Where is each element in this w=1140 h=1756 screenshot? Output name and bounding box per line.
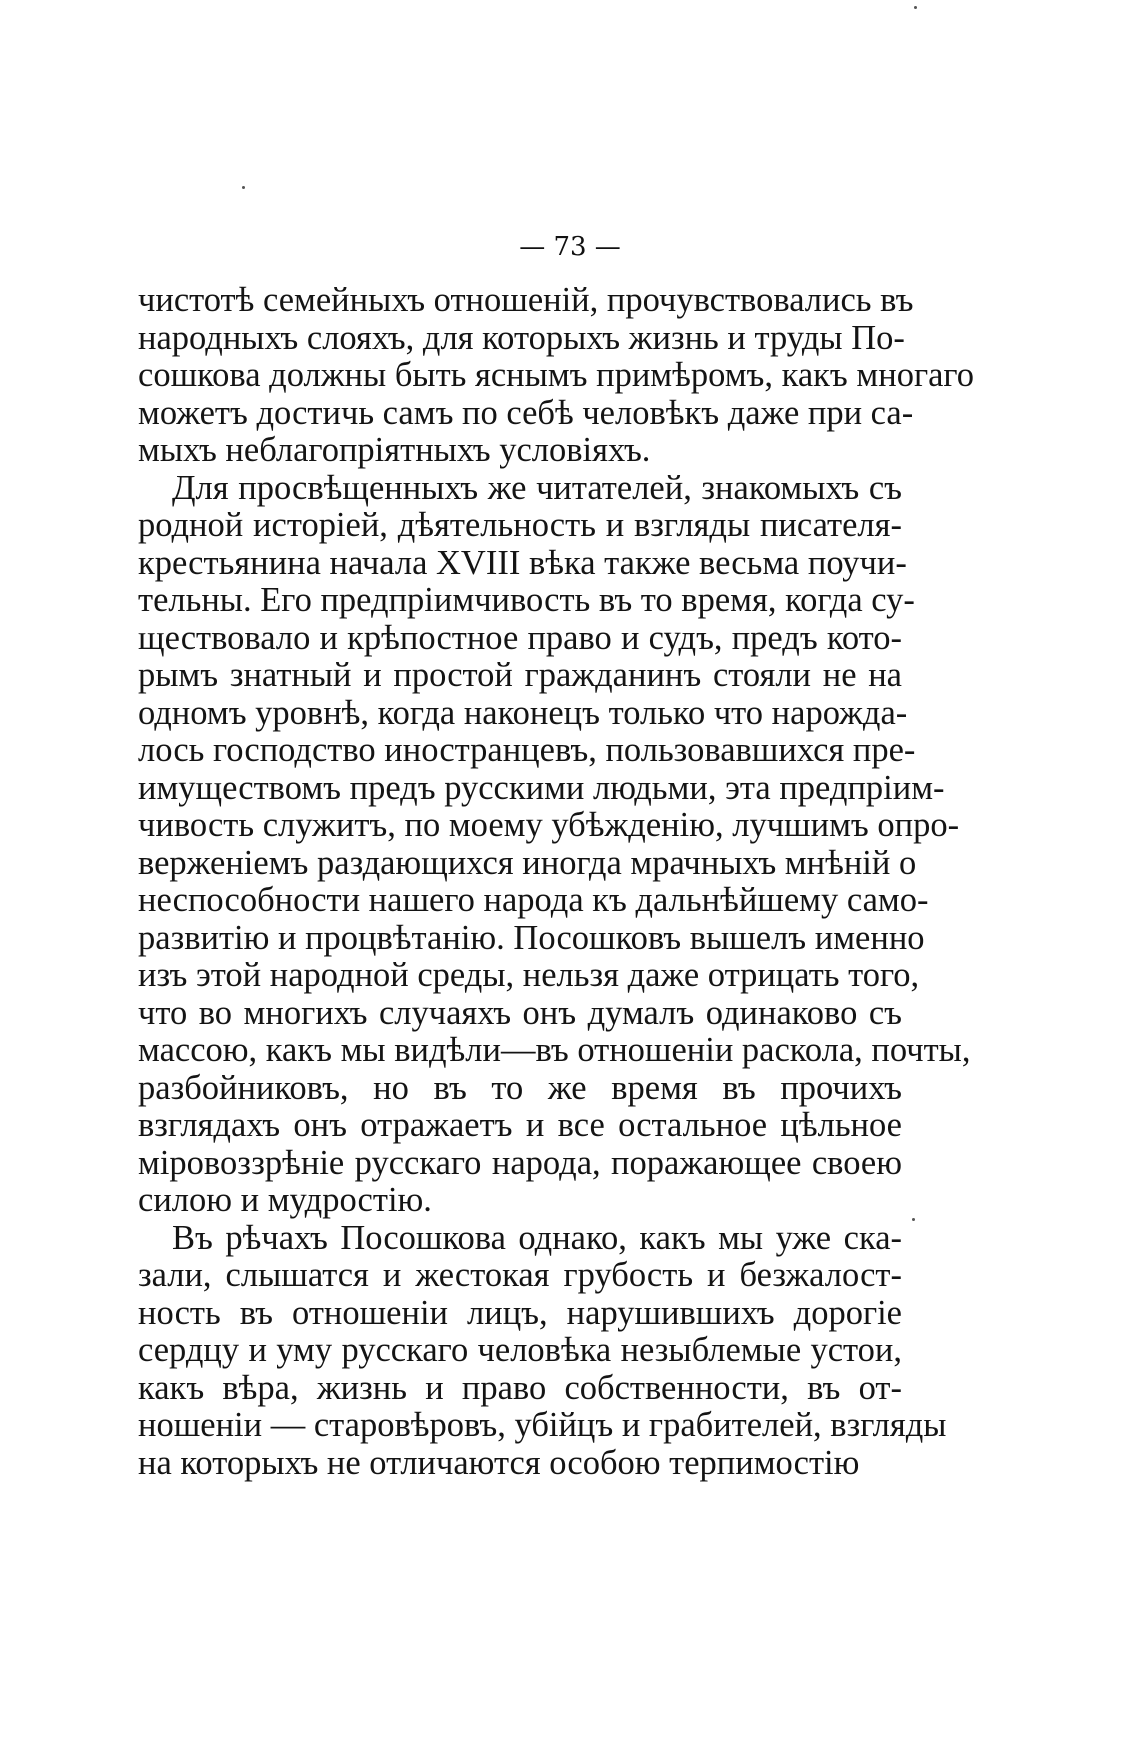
text-line: міровоззрѣніе русскаго народа, поражающее своею: [138, 1143, 902, 1182]
text-line: развитію и процвѣтанію. Посошковъ вышелъ именно: [138, 918, 925, 957]
text-line: сошкова должны быть яснымъ примѣромъ, какъ многаго: [138, 356, 974, 394]
text-line: чивость служитъ, по моему убѣжденію, лучшимъ опро-: [138, 806, 960, 844]
scan-speck: [914, 6, 917, 9]
text-line: разбойниковъ, но въ то же время въ прочихъ: [138, 1068, 902, 1107]
text-line: ность въ отношеніи лицъ, нарушившихъ дорогіе: [138, 1293, 902, 1332]
text-line: что во многихъ случаяхъ онъ думалъ одинаково съ: [138, 993, 902, 1032]
body-text: [138, 281, 974, 1482]
text-line: силою и мудростію.: [138, 1181, 432, 1219]
text-line: чистотѣ семейныхъ отношеній, прочувствовались въ: [138, 281, 914, 319]
text-line: сердцу и уму русскаго человѣка незыблемые устои,: [138, 1331, 902, 1369]
text-line: взглядахъ онъ отражаетъ и все остальное цѣльное: [138, 1106, 902, 1144]
text-line: ществовало и крѣпостное право и судъ, предъ кото-: [138, 618, 902, 657]
text-line: одномъ уровнѣ, когда наконецъ только что нарожда-: [138, 693, 908, 732]
page-number: — 73 —: [519, 232, 621, 262]
paragraph: [138, 468, 971, 1220]
text-line: Для просвѣщенныхъ же читателей, знакомыхъ съ: [172, 468, 902, 507]
text-line: Въ рѣчахъ Посошкова однако, какъ мы уже ска-: [172, 1218, 902, 1257]
text-line: какъ вѣра, жизнь и право собственности, въ от-: [138, 1368, 902, 1407]
text-line: ношеніи — старовѣровъ, убійцъ и грабителей, взгляды: [138, 1406, 947, 1444]
paragraph: [138, 1218, 947, 1483]
paragraph: [138, 281, 974, 470]
scan-speck: [912, 1218, 915, 1221]
text-line: массою, какъ мы видѣли—въ отношеніи раскола, почты,: [138, 1031, 971, 1069]
text-line: народныхъ слояхъ, для которыхъ жизнь и труды По-: [138, 318, 905, 357]
text-line: на которыхъ не отличаются особою терпимостію: [138, 1443, 860, 1482]
text-line: имуществомъ предъ русскими людьми, эта предпріим-: [138, 768, 945, 807]
text-line: можетъ достичь самъ по себѣ человѣкъ даже при са-: [138, 393, 914, 432]
text-line: зали, слышатся и жестокая грубость и безжалост-: [138, 1256, 902, 1294]
text-line: изъ этой народной среды, нельзя даже отрицать того,: [138, 956, 920, 994]
text-line: родной исторіей, дѣятельность и взгляды писателя-: [138, 506, 902, 544]
text-line: верженіемъ раздающихся иногда мрачныхъ мнѣній о: [138, 843, 917, 882]
text-line: неспособности нашего народа къ дальнѣйшему само-: [138, 881, 929, 919]
scan-speck: [242, 186, 245, 189]
text-line: тельны. Его предпріимчивость въ то время, когда су-: [138, 581, 915, 619]
text-line: рымъ знатный и простой гражданинъ стояли не на: [138, 656, 902, 694]
text-line: лось господство иностранцевъ, пользовавшихся пре-: [138, 731, 916, 769]
text-line: мыхъ неблагопріятныхъ условіяхъ.: [138, 431, 651, 469]
text-line: крестьянина начала XVIII вѣка также весьма поучи-: [138, 543, 907, 582]
